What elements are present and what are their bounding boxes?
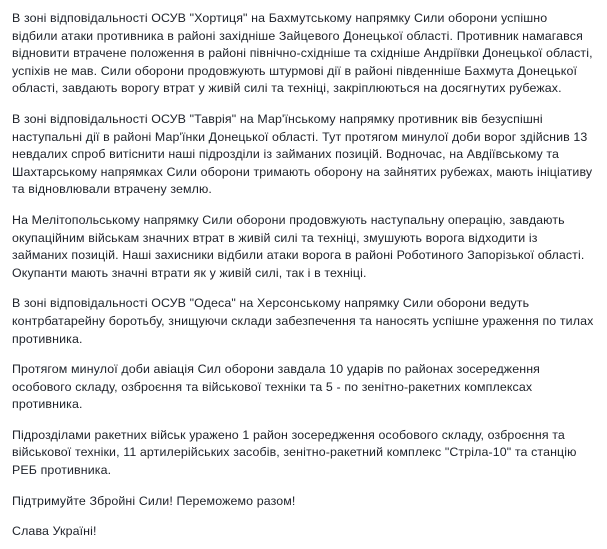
paragraph-slava-ukraini: Слава Україні! [12, 524, 97, 539]
paragraph-tavriia-marinka: В зоні відповідальності ОСУВ "Таврія" на Мар'їнському напрямку противник вів безуспішні наступальні дії в районі Мар'їнки Донецької області. Тут протягом минулої доби ворог здійснив 13 невдалих спроб витіснити наші підрозділи із займаних позицій. Водночас, на Авдіївському та Шахтарському напрямках Сили оборони тримають оборону на зайнятих рубежах, мають ініціативу та відновлювали втрачену землю. [12, 111, 593, 197]
paragraph-missile-troops: Підрозділами ракетних військ уражено 1 район зосередження особового складу, озброєння та військової техніки, 11 артилерійських засобів, зенітно-ракетний комплекс "Стріла-10" та станцію РЕБ противника. [12, 427, 577, 478]
paragraph-aviation-strikes: Протягом минулої доби авіація Сил оборони завдала 10 ударів по районах зосередження особового складу, озброєння та військової техніки та 5 - по зенітно-ракетних комплексах противника. [12, 362, 540, 412]
paragraph-support-call: Підтримуйте Збройні Сили! Переможемо разом! [12, 493, 296, 508]
paragraph-melitopol-direction: На Мелітопольському напрямку Сили оборони продовжують наступальну операцію, завдають окупаційним військам значних втрат в живій силі та техніці, змушують ворога відходити із займаних позицій. Наші захисники відбили атаки ворога в районі Роботиного Запорізької області. Окупанти мають значні втрати як у живій силі, так і в техніці. [12, 212, 585, 280]
paragraph-khortytsia-bakhmut: В зоні відповідальності ОСУВ "Хортиця" на Бахмутському напрямку Сили оборони успішно відбили атаки противника в районі західніше Зайцевого Донецької області. Противник намагався відновити втрачене положення в районі північно-східніше та східніше Андріївки Донецької області, успіхів не мав. Сили оборони продовжують штурмові дії в районі південніше Бахмута Донецької області, завдають ворогу втрат у живій силі та техніці, закріплюються на досягнутих рубежах. [12, 11, 593, 96]
paragraph-odesa-kherson: В зоні відповідальності ОСУВ "Одеса" на Херсонському напрямку Сили оборони ведуть контрбатарейну боротьбу, знищуючи склади забезпечення та наносять успішне ураження по тилах противника. [12, 296, 594, 346]
